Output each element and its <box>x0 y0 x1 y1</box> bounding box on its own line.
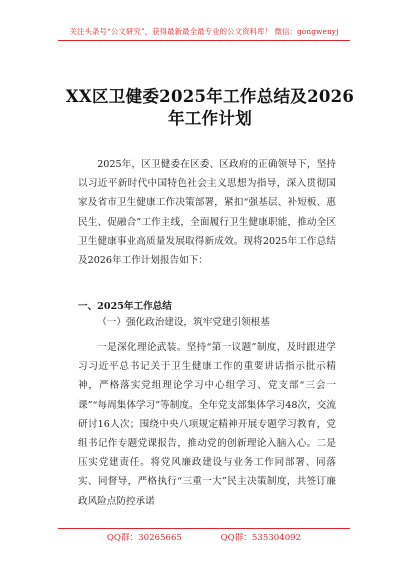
footer <box>0 531 408 543</box>
section-heading-1: 一、2025年工作总结 <box>78 300 172 312</box>
footer-divider <box>58 528 350 529</box>
header-divider <box>58 40 350 41</box>
body-paragraph-1: 一是深化理论武装。坚持“第一议题”制度，及时跟进学习习近平总书记关于卫生健康工作的重要讲话指示批示精神，严格落实党组理论学习中心组学习、党支部“三会一课”“每周集体学习”等制度。全年党支部集体学习48次，交流研讨16人次；围绕中央八项规定精神开展专题学习教育，党组书记作专题党课报告，推动党的创新理论入脑入心。二是压实党建责任。将党风廉政建设与业务工作同部署、同落实、同督导，严格执行“三重一大”民主决策制度，共签订廉政风险点防控承诺 <box>78 342 336 507</box>
subsection-heading-1: （一）强化政治建设，筑牢党建引领根基 <box>97 317 270 328</box>
intro-paragraph: 2025年，区卫健委在区委、区政府的正确领导下，坚持以习近平新时代中国特色社会主义思想为指导，深入贯彻国家及省市卫生健康工作决策部署，紧扣“强基层、补短板、惠民生、促融合”工作主线，全面履行卫生健康职能，推动全区卫生健康事业高质量发展取得新成效。现将2025年工作总结及2026年工作计划报告如下： <box>78 159 336 267</box>
footer-qq-group-2: QQ群：535304092 <box>220 533 302 543</box>
footer-qq-group-1: QQ群：30265665 <box>106 533 182 543</box>
header-banner: 关注头条号“公文研究”，获得最新最全最专业的公文资料库！ 微信：gongwenyj <box>69 27 339 36</box>
document-title: XX区卫健委2025年工作总结及2026年工作计划 <box>65 87 355 128</box>
